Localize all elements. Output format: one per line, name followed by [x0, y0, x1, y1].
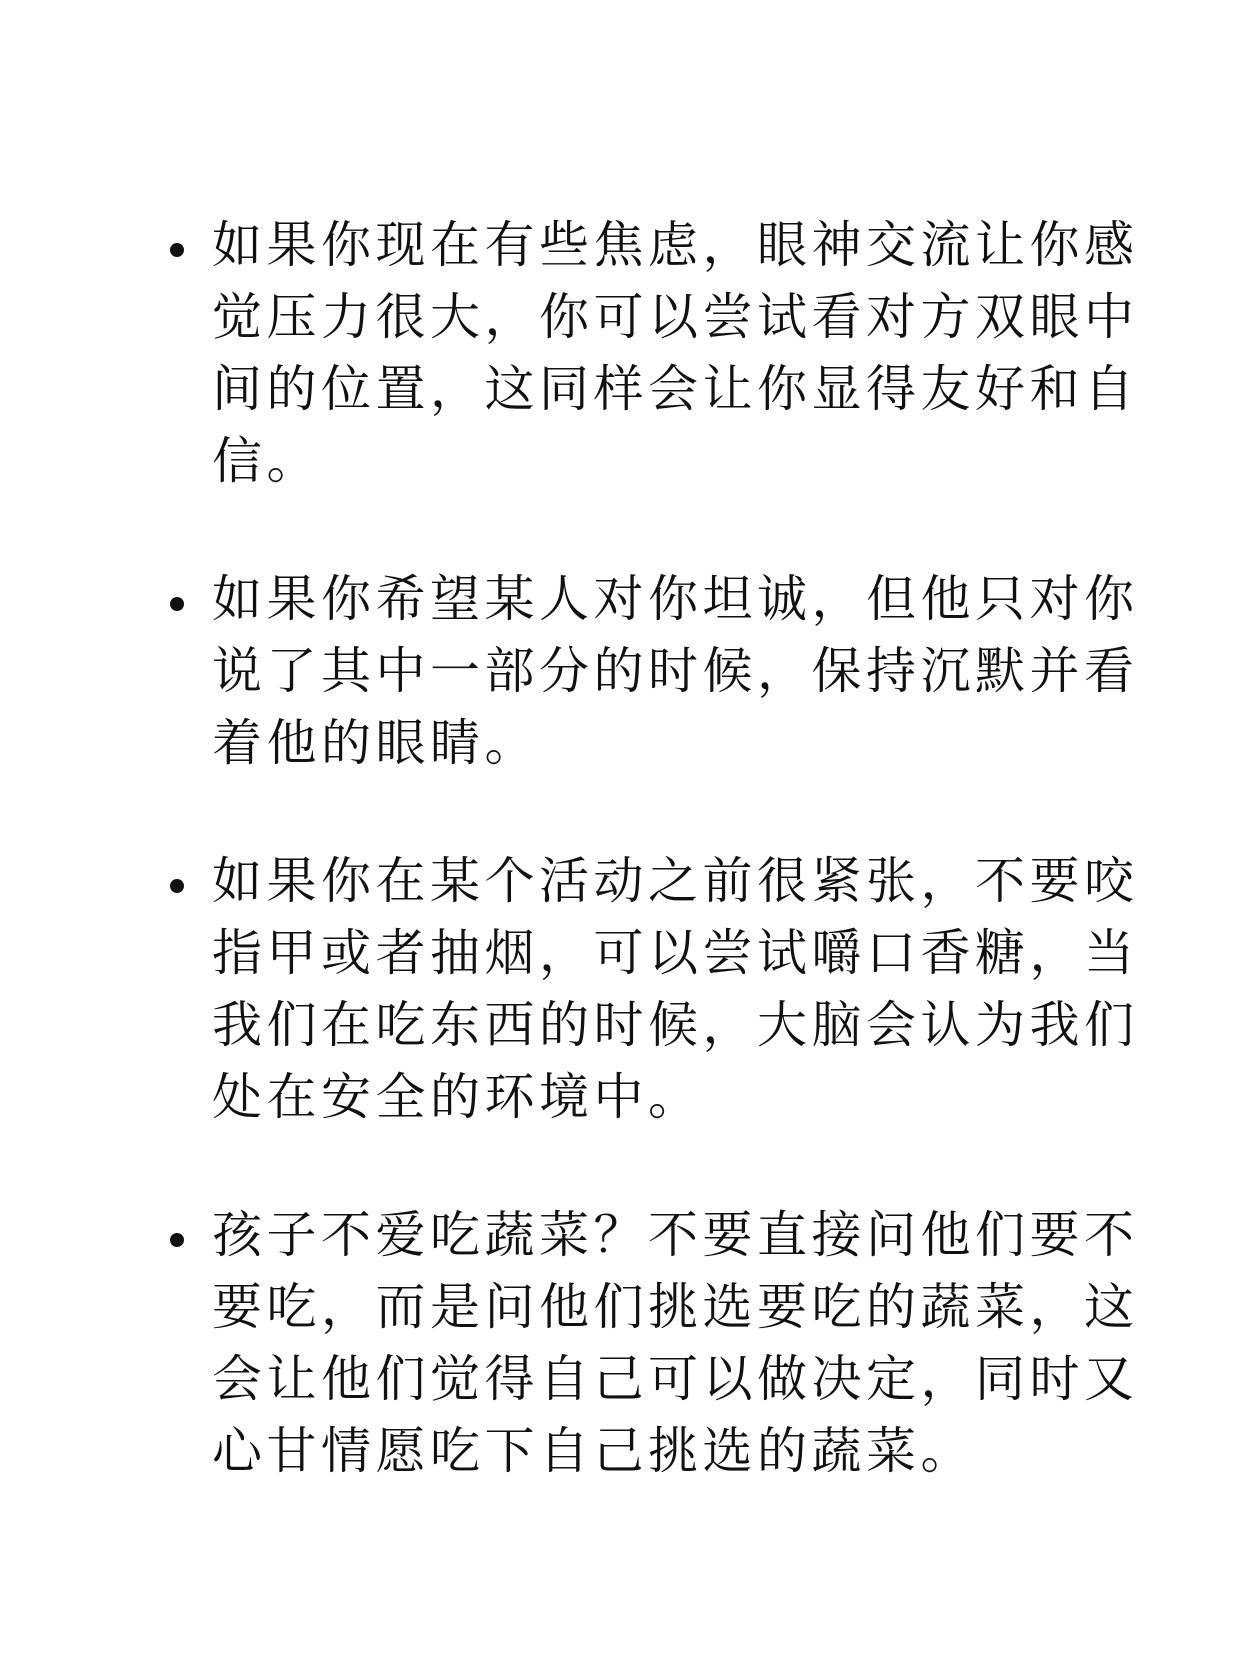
bullet-dot-icon [170, 243, 184, 257]
bullet-dot-icon [170, 879, 184, 893]
tip-text-line: 指甲或者抽烟，可以尝试嚼口香糖，当 [212, 924, 1139, 982]
tip-text-line: 我们在吃东西的时候，大脑会认为我们 [212, 996, 1139, 1054]
tip-text-line: 要吃，而是问他们挑选要吃的蔬菜，这 [212, 1278, 1139, 1336]
tip-text-line: 觉压力很大，你可以尝试看对方双眼中 [212, 288, 1139, 346]
tip-text-line: 说了其中一部分的时候，保持沉默并看 [212, 642, 1139, 700]
tip-text-line: 信。 [212, 432, 321, 490]
tip-text-line: 如果你现在有些焦虑，眼神交流让你感 [212, 216, 1139, 274]
tip-text-line: 间的位置，这同样会让你显得友好和自 [212, 360, 1139, 418]
tip-text-line: 心甘情愿吃下自己挑选的蔬菜。 [212, 1422, 975, 1480]
bullet-dot-icon [170, 1233, 184, 1247]
tip-text-line: 会让他们觉得自己可以做决定，同时又 [212, 1350, 1139, 1408]
tip-text-line: 如果你在某个活动之前很紧张，不要咬 [212, 852, 1139, 910]
bullet-dot-icon [170, 597, 184, 611]
tip-text-line: 如果你希望某人对你坦诚，但他只对你 [212, 570, 1139, 628]
tip-text-line: 孩子不爱吃蔬菜？不要直接问他们要不 [212, 1206, 1139, 1264]
tip-text-line: 着他的眼睛。 [212, 714, 539, 772]
tip-text-line: 处在安全的环境中。 [212, 1068, 703, 1126]
